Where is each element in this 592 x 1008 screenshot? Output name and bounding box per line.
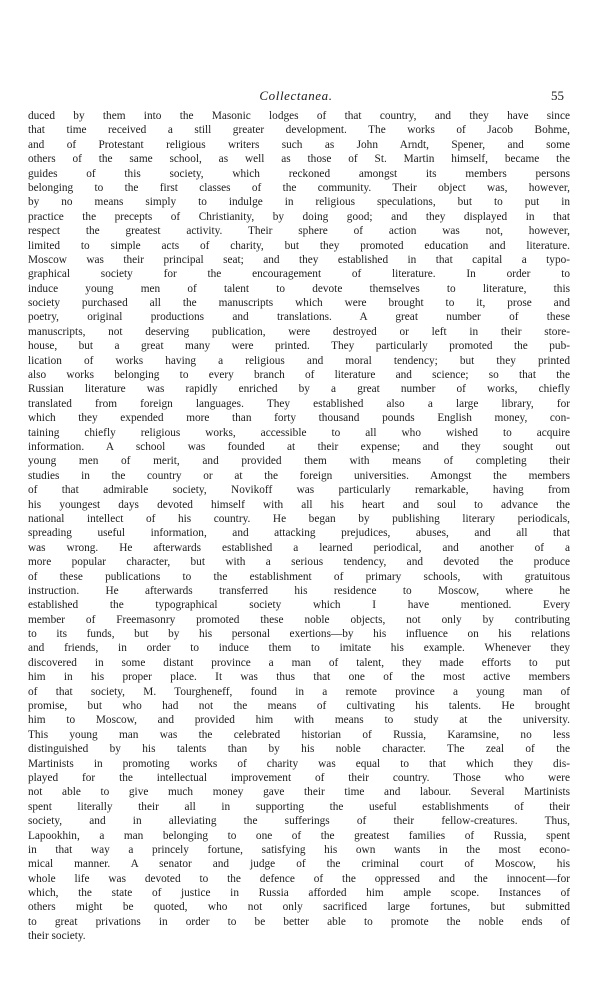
- text-line: mical manner. A senator and judge of the criminal court of Moscow, his: [28, 858, 570, 871]
- text-line: was wrong. He afterwards established a learned periodical, and another of a: [28, 541, 570, 554]
- text-line: duced by them into the Masonic lodges of that country, and they have since: [28, 110, 570, 122]
- text-line: his youngest days devoted himself with all his heart and soul to advance the: [28, 498, 570, 511]
- text-line: whole life was devoted to the defence of the oppressed and the innocent—for: [28, 872, 570, 885]
- page-number: 55: [551, 88, 564, 103]
- text-line: others might be quoted, who not only sacrificed large fortunes, but submitted: [28, 901, 570, 914]
- text-line: society, and in alleviating the sufferings of their fellow-creatures. Thus,: [28, 815, 570, 828]
- text-line: of these publications to the establishment of primary schools, with gratuitous: [28, 570, 570, 583]
- text-line: belonging to the first classes of the community. Their object was, however,: [28, 181, 570, 194]
- text-line: more popular character, but with a serious tendency, and devoted the produce: [28, 556, 570, 569]
- text-line: played for the intellectual improvement of their country. Those who were: [28, 771, 570, 784]
- text-line: translated from foreign languages. They established also a large library, for: [28, 397, 570, 410]
- text-line: established the typographical society which I have mentioned. Every: [28, 599, 570, 612]
- text-line: guides of this society, which reckoned amongst its members persons: [28, 167, 570, 180]
- text-line: lication of works having a religious and moral tendency; but they printed: [28, 354, 570, 367]
- text-line: young men of merit, and provided them with means of completing their: [28, 455, 570, 468]
- text-line: him to Moscow, and provided him with means to study at the university.: [28, 714, 570, 727]
- running-title: Collectanea.: [259, 88, 333, 103]
- text-line: Moscow was their principal seat; and they established in that capital a typo-: [28, 253, 570, 266]
- text-line: promise, but who had not the means of cultivating his talents. He brought: [28, 700, 570, 713]
- text-line: of that admirable society, Novikoff was particularly remarkable, having from: [28, 484, 570, 497]
- text-line: member of Freemasonry promoted these noble objects, not only by contributing: [28, 613, 570, 626]
- text-line: Martinists in promoting works of charity was equal to that which they dis-: [28, 757, 570, 770]
- text-line: distinguished by his talents than by his noble character. The zeal of the: [28, 743, 570, 756]
- text-line: to its funds, but by his personal exertions—by his influence on his relations: [28, 628, 570, 641]
- text-line: others of the same school, as well as those of St. Martin himself, became the: [28, 153, 570, 166]
- text-line: discovered in some distant province a man of talent, they made efforts to put: [28, 656, 570, 669]
- text-line: studies in the country or at the foreign universities. Amongst the members: [28, 469, 570, 482]
- text-line: graphical society for the encouragement of literature. In order to: [28, 268, 570, 281]
- text-line: spent literally their all in supporting the useful establishments of their: [28, 800, 570, 813]
- text-line: which they expended more than forty thousand pounds English money, con-: [28, 412, 570, 425]
- text-line: taining chiefly religious works, accessible to all who wished to acquire: [28, 426, 570, 439]
- text-line: and friends, in order to induce them to imitate his example. Whenever they: [28, 642, 570, 655]
- text-line: house, but a great many were printed. They particularly promoted the pub-: [28, 340, 570, 353]
- text-line: of that society, M. Tourgheneff, found in a remote province a young man of: [28, 685, 570, 698]
- text-line: national intellect of his country. He began by publishing literary periodicals,: [28, 512, 570, 525]
- text-line: their society.: [28, 930, 86, 943]
- text-line: practice the precepts of Christianity, by doing good; and they displayed in that: [28, 210, 570, 223]
- text-line: This young man was the celebrated historian of Russia, Karamsine, no less: [28, 728, 570, 741]
- text-line: and of Protestant religious writers such as John Arndt, Spener, and some: [28, 138, 570, 151]
- text-line: instruction. He afterwards transferred his residence to Moscow, where he: [28, 584, 570, 597]
- text-line: society purchased all the manuscripts which were brought to it, prose and: [28, 297, 570, 310]
- text-line: Lapookhin, a man belonging to one of the greatest families of Russia, spent: [28, 829, 570, 842]
- text-line: limited to simple acts of charity, but they promoted education and literature.: [28, 239, 570, 252]
- text-line: by no means simply to indulge in religious speculations, but to put in: [28, 196, 570, 209]
- running-head: [0, 88, 592, 104]
- text-line: that time received a still greater development. The works of Jacob Bohme,: [28, 124, 570, 137]
- text-line: Russian literature was rapidly enriched by a great number of works, chiefly: [28, 383, 570, 396]
- text-line: information. A school was founded at their expense; and they sought out: [28, 440, 570, 453]
- text-line: manuscripts, not deserving publication, were destroyed or left in their store-: [28, 325, 570, 338]
- text-line: not able to give much money gave their time and labour. Several Martinists: [28, 786, 570, 799]
- text-line: respect the greatest activity. Their sphere of action was not, however,: [28, 225, 570, 238]
- text-line: which, the state of justice in Russia afforded him ample scope. Instances of: [28, 887, 570, 900]
- text-line: in that way a princely fortune, satisfying his own wants in the most econo-: [28, 843, 570, 856]
- text-line: spreading useful information, and attacking prejudices, abuses, and all that: [28, 527, 570, 540]
- text-line: induce young men of talent to devote themselves to literature, this: [28, 282, 570, 295]
- text-line: also works belonging to every branch of literature and science; so that the: [28, 369, 570, 382]
- text-line: to great privations in order to be better able to promote the noble ends of: [28, 915, 570, 928]
- text-line: poetry, original productions and translations. A great number of these: [28, 311, 570, 324]
- body-paragraph: [28, 109, 570, 944]
- text-line: him in his proper place. It was thus that one of the most active members: [28, 671, 570, 684]
